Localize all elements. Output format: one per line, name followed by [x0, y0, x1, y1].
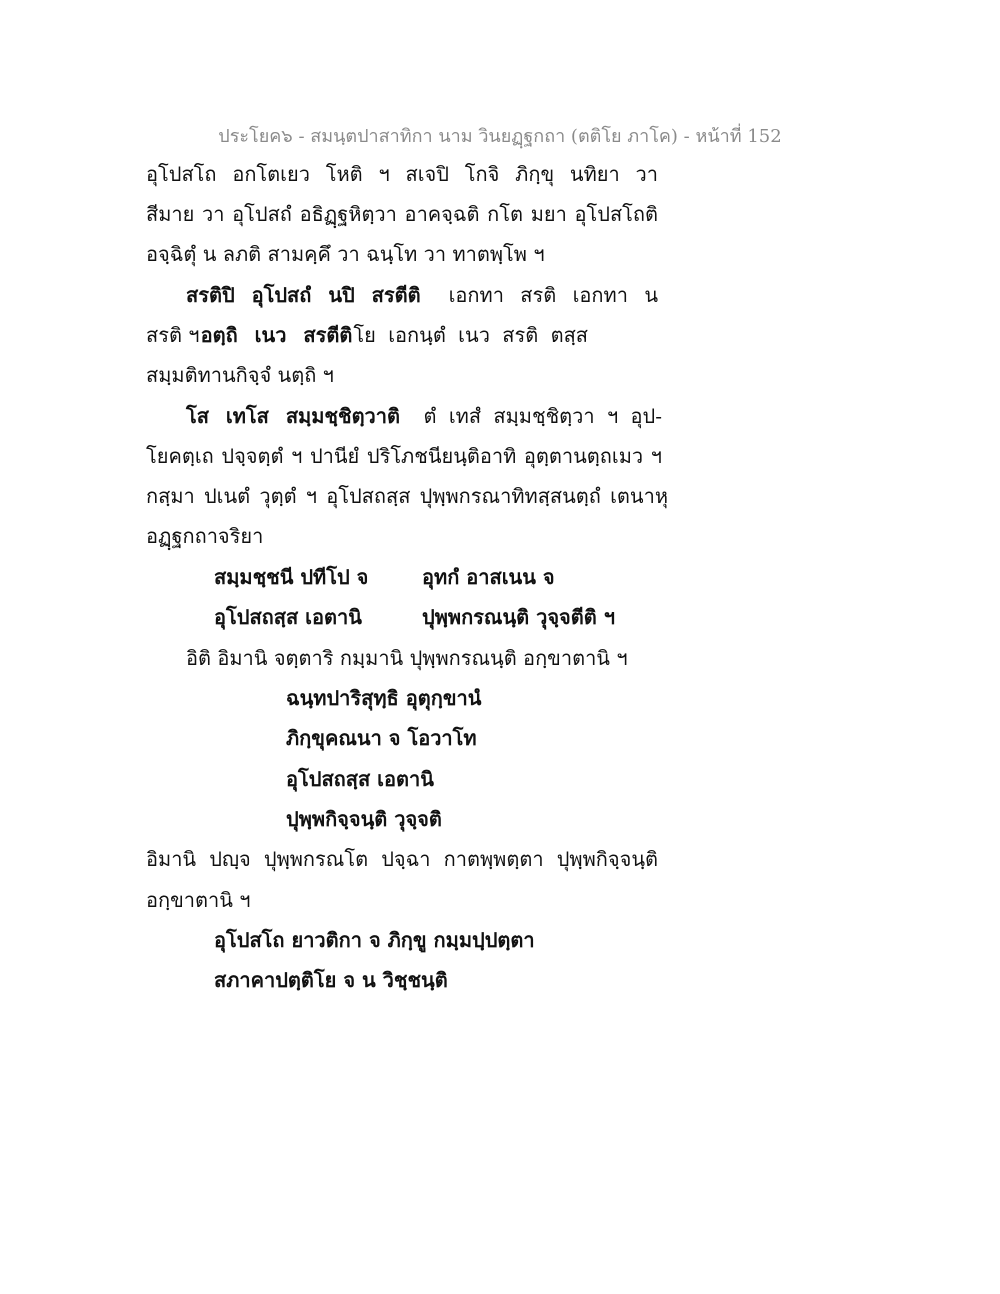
verse1-line2-left: อุโปสถสฺส เอตานิ — [214, 605, 362, 629]
para4: อิติ อิมานิ จตฺตาริ กมฺมานิ ปุพฺพกรณนฺติ อกฺขาตานิ ฯ — [186, 646, 628, 670]
para2-line2-a: สรติ ฯ — [146, 323, 200, 347]
verse2-line1: ฉนฺทปาริสุทฺธิ อุตุกฺขานํ — [286, 686, 482, 710]
verse1-line1-right: อุทกํ อาสเนน จ — [422, 565, 555, 589]
page-header: ประโยค๖ - สมนฺตปาสาทิกา นาม วินยฏฺฐกถา (ตติโย ภาโค) - หน้าที่ 152 — [218, 126, 782, 147]
para3-line3: กสฺมา ปเนตํ วุตฺตํ ฯ อุโปสถสฺส ปุพฺพกรณาทิทสฺสนตฺถํ เตนาหุ — [146, 484, 668, 508]
verse3-line1: อุโปสโถ ยาวติกา จ ภิกฺขู กมฺมปฺปตฺตา — [214, 928, 535, 952]
verse2-line4: ปุพฺพกิจฺจนฺติ วุจฺจติ — [286, 807, 442, 831]
para2-line3: สมฺมติทานกิจฺจํ นตฺถิ ฯ — [146, 363, 334, 387]
verse3-line2: สภาคาปตฺติโย จ น วิชฺชนฺติ — [214, 968, 448, 992]
para3-line1-rest: ตํ เทสํ สมฺมชฺชิตฺวา ฯ อุป- — [423, 404, 662, 428]
verse2-line3: อุโปสถสฺส เอตานิ — [286, 767, 434, 791]
para1-line2: สีมาย วา อุโปสถํ อธิฏฺฐหิตฺวา อาคจฺฉติ กโต มยา อุโปสโถติ — [146, 202, 658, 226]
para2-line1-rest: เอกทา สรติ เอกทา น — [448, 283, 658, 307]
para1-line3: อจฺฉิตุํ น ลภติ สามคฺคึ วา ฉนฺโท วา ทาตพฺโพ ฯ — [146, 242, 545, 266]
para3-line1 — [186, 402, 662, 430]
term-bold: อตฺถิ เนว สรตีติ — [200, 323, 353, 347]
para3-line4: อฏฺฐกถาจริยา — [146, 524, 264, 548]
para5-line2: อกฺขาตานิ ฯ — [146, 888, 251, 912]
para1-line1: อุโปสโถ อกโตเยว โหติ ฯ สเจปิ โกจิ ภิกฺขุ นทิยา วา — [146, 162, 658, 186]
para5-line1: อิมานิ ปญฺจ ปุพฺพกรณโต ปจฺฉา กาตพฺพตฺตา ปุพฺพกิจฺจนฺติ — [146, 847, 658, 871]
para2-line2 — [146, 321, 588, 349]
para2-line1 — [186, 281, 658, 309]
verse2-line2: ภิกฺขุคณนา จ โอวาโท — [286, 726, 477, 750]
verse1-line1-left: สมฺมชฺชนี ปทีโป จ — [214, 565, 369, 589]
term-bold: สรติปิ อุโปสถํ นปิ สรตีติ — [186, 283, 421, 307]
para3-line2: โยคตฺเถ ปจฺจตฺตํ ฯ ปานียํ ปริโภชนียนฺติอาทิ อุตฺตานตฺถเมว ฯ — [146, 444, 662, 468]
term-bold: โส เทโส สมฺมชฺชิตฺวาติ — [186, 404, 401, 428]
para2-line2-rest: โย เอกนฺตํ เนว สรติ ตสฺส — [353, 323, 588, 347]
verse1-line2-right: ปุพฺพกรณนฺติ วุจฺจตีติ ฯ — [422, 605, 615, 629]
